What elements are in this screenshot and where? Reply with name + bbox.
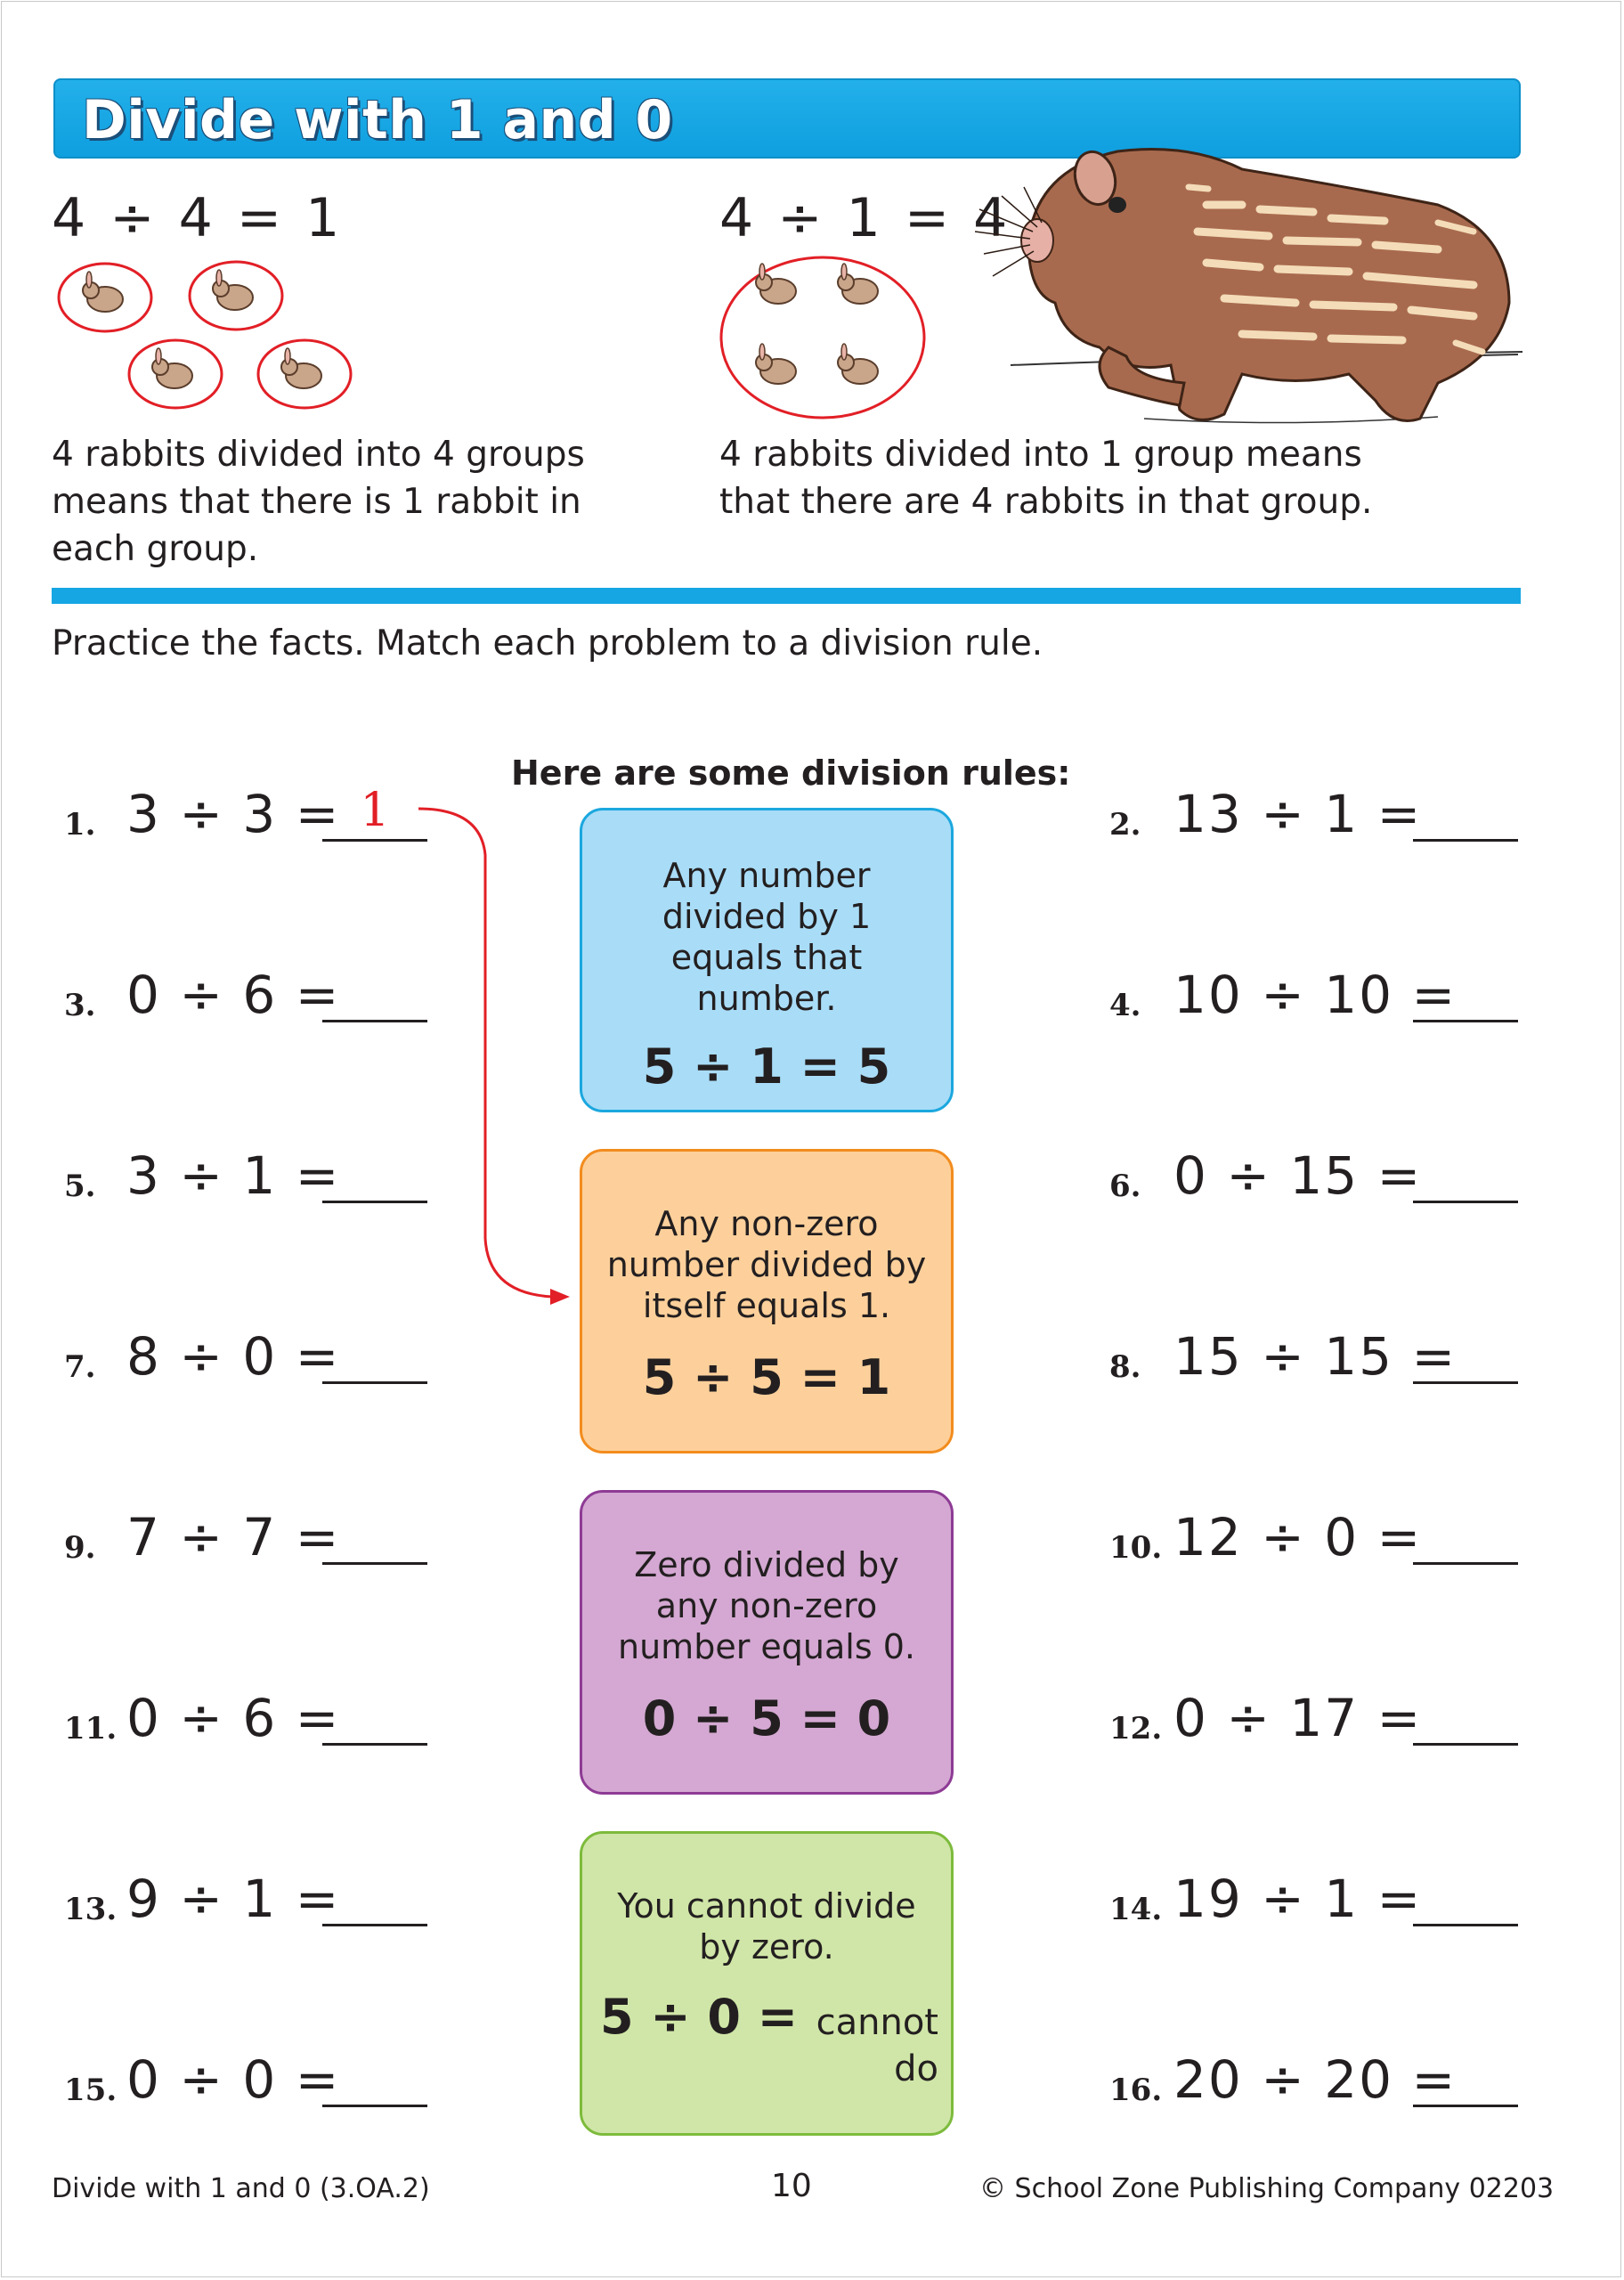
answer-blank[interactable]	[1413, 1743, 1518, 1746]
problem-9	[64, 1507, 527, 1578]
problem-6	[1097, 1145, 1560, 1217]
example-2-equation: 4 ÷ 1 = 4	[719, 187, 1011, 249]
rabbit-group-3	[129, 340, 222, 408]
answer-blank[interactable]	[1413, 1924, 1518, 1926]
example-1-description	[52, 431, 585, 573]
rule-zero-divided-example: 0 ÷ 5 = 0	[642, 1690, 891, 1747]
problem-5	[64, 1145, 527, 1217]
answer-blank[interactable]	[322, 1381, 427, 1384]
problem-equation: 0 ÷ 6 =	[126, 1688, 341, 1748]
problem-number: 11.	[64, 1711, 118, 1747]
problem-number: 15.	[64, 2072, 118, 2108]
problem-number: 13.	[64, 1892, 118, 1927]
rabbit-groups-four	[53, 251, 365, 420]
problem-equation: 9 ÷ 1 =	[126, 1869, 341, 1929]
rule-divide-by-one-example: 5 ÷ 1 = 5	[642, 1038, 891, 1095]
problem-number: 4.	[1109, 988, 1141, 1023]
answer-blank[interactable]	[1413, 839, 1518, 842]
rule-cannot-divide-suffix	[796, 1999, 938, 2092]
answer-blank[interactable]	[322, 1562, 427, 1565]
problem-16	[1097, 2049, 1560, 2121]
rabbit-group-4	[258, 340, 351, 408]
answer-blank[interactable]	[322, 2105, 427, 2107]
problem-equation: 0 ÷ 6 =	[126, 965, 341, 1025]
rule-divide-by-itself-example: 5 ÷ 5 = 1	[642, 1349, 891, 1405]
problem-equation: 3 ÷ 1 =	[126, 1145, 341, 1206]
example-1-equation: 4 ÷ 4 = 1	[52, 187, 344, 249]
problem-number: 14.	[1109, 1892, 1163, 1927]
answer-blank[interactable]	[322, 1743, 427, 1746]
paca-illustration	[975, 134, 1527, 436]
problem-equation: 3 ÷ 3 =	[126, 784, 341, 844]
problem-number: 16.	[1109, 2072, 1163, 2108]
answer-blank[interactable]	[1413, 1020, 1518, 1022]
problem-4	[1097, 965, 1560, 1036]
problem-number: 10.	[1109, 1530, 1163, 1566]
cannot-word: cannot	[816, 2002, 938, 2043]
page-number: 10	[771, 2168, 812, 2204]
problem-number: 12.	[1109, 1711, 1163, 1747]
problem-15	[64, 2049, 527, 2121]
problem-equation: 7 ÷ 7 =	[126, 1507, 341, 1568]
do-word: do	[894, 2048, 938, 2089]
rule-divide-by-one	[580, 808, 954, 1112]
problem-11	[64, 1688, 527, 1759]
problem-2	[1097, 784, 1560, 855]
rule-divide-by-one-text: Any number divided by 1 equals that number.	[662, 856, 872, 1018]
problem-equation: 12 ÷ 0 =	[1173, 1507, 1423, 1568]
rule-cannot-divide-text: You cannot divide by zero.	[617, 1886, 916, 1966]
rule-cannot-divide-by-zero	[580, 1831, 954, 2136]
problem-equation: 20 ÷ 20 =	[1173, 2049, 1458, 2110]
problem-14	[1097, 1869, 1560, 1940]
rule-divide-by-itself	[580, 1149, 954, 1454]
problem-equation: 10 ÷ 10 =	[1173, 965, 1458, 1025]
problem-equation: 0 ÷ 17 =	[1173, 1688, 1423, 1748]
footer-left: Divide with 1 and 0 (3.OA.2)	[52, 2173, 430, 2204]
answer-blank[interactable]	[1413, 1562, 1518, 1565]
instructions: Practice the facts. Match each problem to a division rule.	[52, 623, 1043, 664]
problem-equation: 8 ÷ 0 =	[126, 1326, 341, 1387]
rule-divide-by-itself-text: Any non-zero number divided by itself equals 1.	[606, 1204, 927, 1325]
example-1-line-2: means that there is 1 rabbit in	[52, 482, 581, 522]
example-2-line-2: that there are 4 rabbits in that group.	[719, 482, 1373, 522]
problem-10	[1097, 1507, 1560, 1578]
problem-8	[1097, 1326, 1560, 1397]
problem-7	[64, 1326, 527, 1397]
answer-blank[interactable]	[1413, 1381, 1518, 1384]
problem-number: 9.	[64, 1530, 96, 1566]
example-2-description	[719, 431, 1372, 525]
footer-right: © School Zone Publishing Company 02203	[979, 2173, 1555, 2204]
rabbit-group-2	[190, 262, 282, 330]
problem-equation: 0 ÷ 15 =	[1173, 1145, 1423, 1206]
rabbit-group-one	[718, 254, 931, 423]
problem-12	[1097, 1688, 1560, 1759]
problem-number: 6.	[1109, 1168, 1141, 1204]
problem-equation: 15 ÷ 15 =	[1173, 1326, 1458, 1387]
problem-1	[64, 784, 527, 855]
rabbit-group-1	[59, 264, 151, 331]
problem-equation: 0 ÷ 0 =	[126, 2049, 341, 2110]
rule-cannot-divide-example: 5 ÷ 0 =	[600, 1989, 799, 2045]
problem-number: 7.	[64, 1349, 96, 1385]
problem-number: 2.	[1109, 807, 1141, 843]
example-1-line-3: each group.	[52, 529, 259, 569]
page-title: Divide with 1 and 0	[82, 89, 673, 151]
problem-number: 1.	[64, 807, 96, 843]
answer-blank[interactable]	[322, 1201, 427, 1203]
answer-blank[interactable]	[1413, 1201, 1518, 1203]
rules-heading: Here are some division rules:	[511, 753, 1071, 793]
problem-number: 3.	[64, 988, 96, 1023]
answer-blank[interactable]	[322, 1020, 427, 1022]
problem-number: 5.	[64, 1168, 96, 1204]
example-2-line-1: 4 rabbits divided into 1 group means	[719, 435, 1362, 475]
rule-zero-divided-text: Zero divided by any non-zero number equals 0.	[618, 1545, 915, 1666]
section-divider	[52, 588, 1521, 604]
problem-equation: 13 ÷ 1 =	[1173, 784, 1423, 844]
problem-equation: 19 ÷ 1 =	[1173, 1869, 1423, 1929]
example-1-line-1: 4 rabbits divided into 4 groups	[52, 435, 585, 475]
problem-13	[64, 1869, 527, 1940]
answer-text: 1	[360, 784, 390, 837]
answer-blank[interactable]	[322, 1924, 427, 1926]
answer-blank[interactable]	[322, 839, 427, 842]
problem-number: 8.	[1109, 1349, 1141, 1385]
answer-blank[interactable]	[1413, 2105, 1518, 2107]
problem-3	[64, 965, 527, 1036]
rule-zero-divided	[580, 1490, 954, 1795]
